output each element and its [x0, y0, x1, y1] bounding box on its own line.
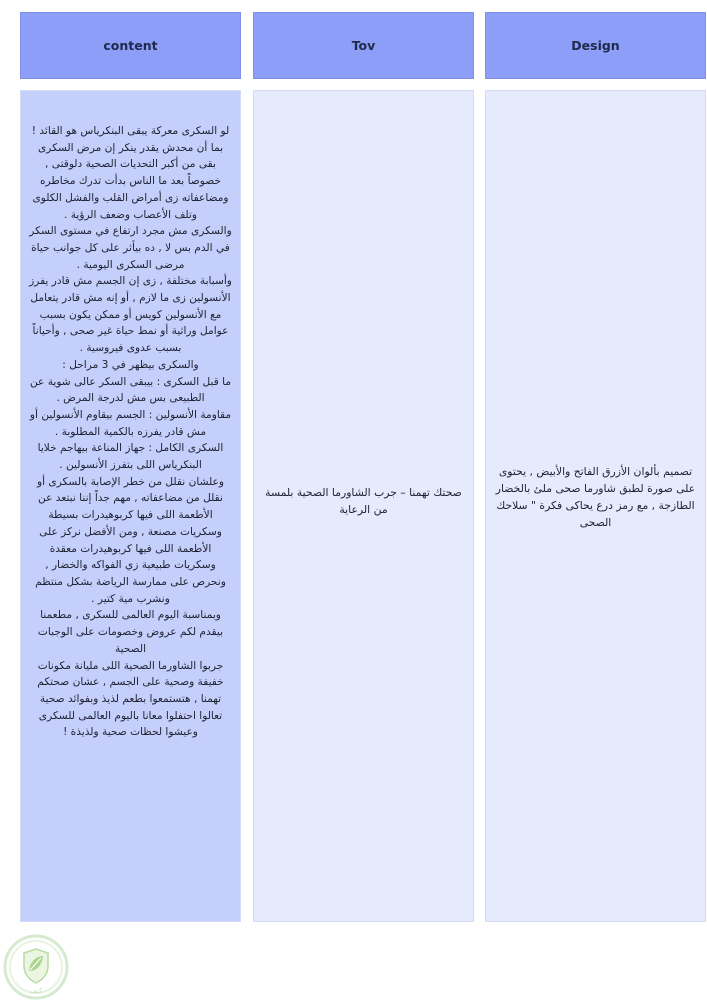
content-paragraph: وعلشان نقلل من خطر الإصابة بالسكرى أو نقلل من مضاعفاته , مهم جداً إننا نبتعد عن الأطعمة اللى فيها كربوهيدرات بسيطة وسكريات مصنعة , ومن الأفضل نركز على الأطعمة اللى فيها كربوهيدرات معقدة وسكريات طبيعية زي الفواكه والخضار , ونحرص على ممارسة الرياضة بشكل منتظم ونشرب مية كتير . — [35, 475, 226, 605]
content-paragraph: وبمناسبة اليوم العالمى للسكرى , مطعمنا بيقدم لكم عروض وخصومات على الوجبات الصحية — [37, 609, 224, 655]
header-tov: Tov — [253, 12, 474, 79]
header-design: Design — [485, 12, 706, 79]
content-paragraph: السكرى الكامل : جهاز المناعة بيهاجم خلايا البنكرياس اللى بتفرز الأنسولين . — [37, 442, 224, 472]
brand-logo — [2, 933, 70, 1001]
content-paragraph: تعالوا احتفلوا معانا باليوم العالمى للسكرى وعيشوا لحظات صحية ولذيذة ! — [38, 709, 223, 739]
design-text: تصميم بألوان الأزرق الفاتح والأبيض , يحتوى على صورة لطبق شاورما صحى ملئ بالخضار الطازجة , مع رمز درع يحاكى فكرة " سلاحك الصحى — [495, 465, 696, 529]
content-paragraph: ما قبل السكرى : بيبقى السكر عالى شوية عن الطبيعى بس مش لدرجة المرض . — [29, 375, 232, 405]
content-column — [20, 90, 241, 922]
content-paragraph: والسكرى بيظهر في 3 مراحل : — [62, 358, 199, 371]
header-content: content — [20, 12, 241, 79]
content-paragraph: وأسبابة مختلفة , زى إن الجسم مش قادر يفرز الأنسولين زى ما لازم , أو إنه مش قادر يتعامل مع الأنسولين كويس أو ممكن يكون بسبب عوامل وراثية أو نمط حياة غير صحى , وأحياناً بسبب عدوى فيروسية . — [29, 275, 232, 355]
tov-text: صحتك تهمنا – جرب الشاورما الصحية بلمسة من الرعاية — [265, 486, 462, 516]
content-paragraph: جربوا الشاورما الصحية اللى مليانة مكونات خفيفة وصحية على الجسم , عشان صحتكم تهمنا , هتستمعوا بطعم لذيذ وبفوائد صحية — [37, 659, 224, 705]
content-paragraph: لو السكرى معركة يبقى البنكرياس هو القائد ! — [31, 125, 230, 137]
content-text — [29, 123, 232, 741]
content-paragraph: مقاومة الأنسولين : الجسم بيقاوم الأنسولين أو مش قادر يفرزه بالكمية المطلوبة . — [29, 408, 232, 438]
logo-caption: كيف — [29, 987, 43, 995]
design-column — [485, 90, 706, 922]
content-paragraph: والسكرى مش مجرد ارتفاع في مستوى السكر في الدم بس لا , ده بيأثر على كل جوانب حياة مرضى السكرى اليومية . — [29, 225, 232, 271]
content-paragraph: بما أن محدش يقدر ينكر إن مرض السكرى بقى من أكبر التحديات الصحية دلوقتى , خصوصاً بعد ما الناس بدأت تدرك مخاطره ومضاعفاته زى أمراض القلب والفشل الكلوى وتلف الأعصاب وضعف الرؤية . — [32, 141, 229, 221]
tov-column — [253, 90, 474, 922]
